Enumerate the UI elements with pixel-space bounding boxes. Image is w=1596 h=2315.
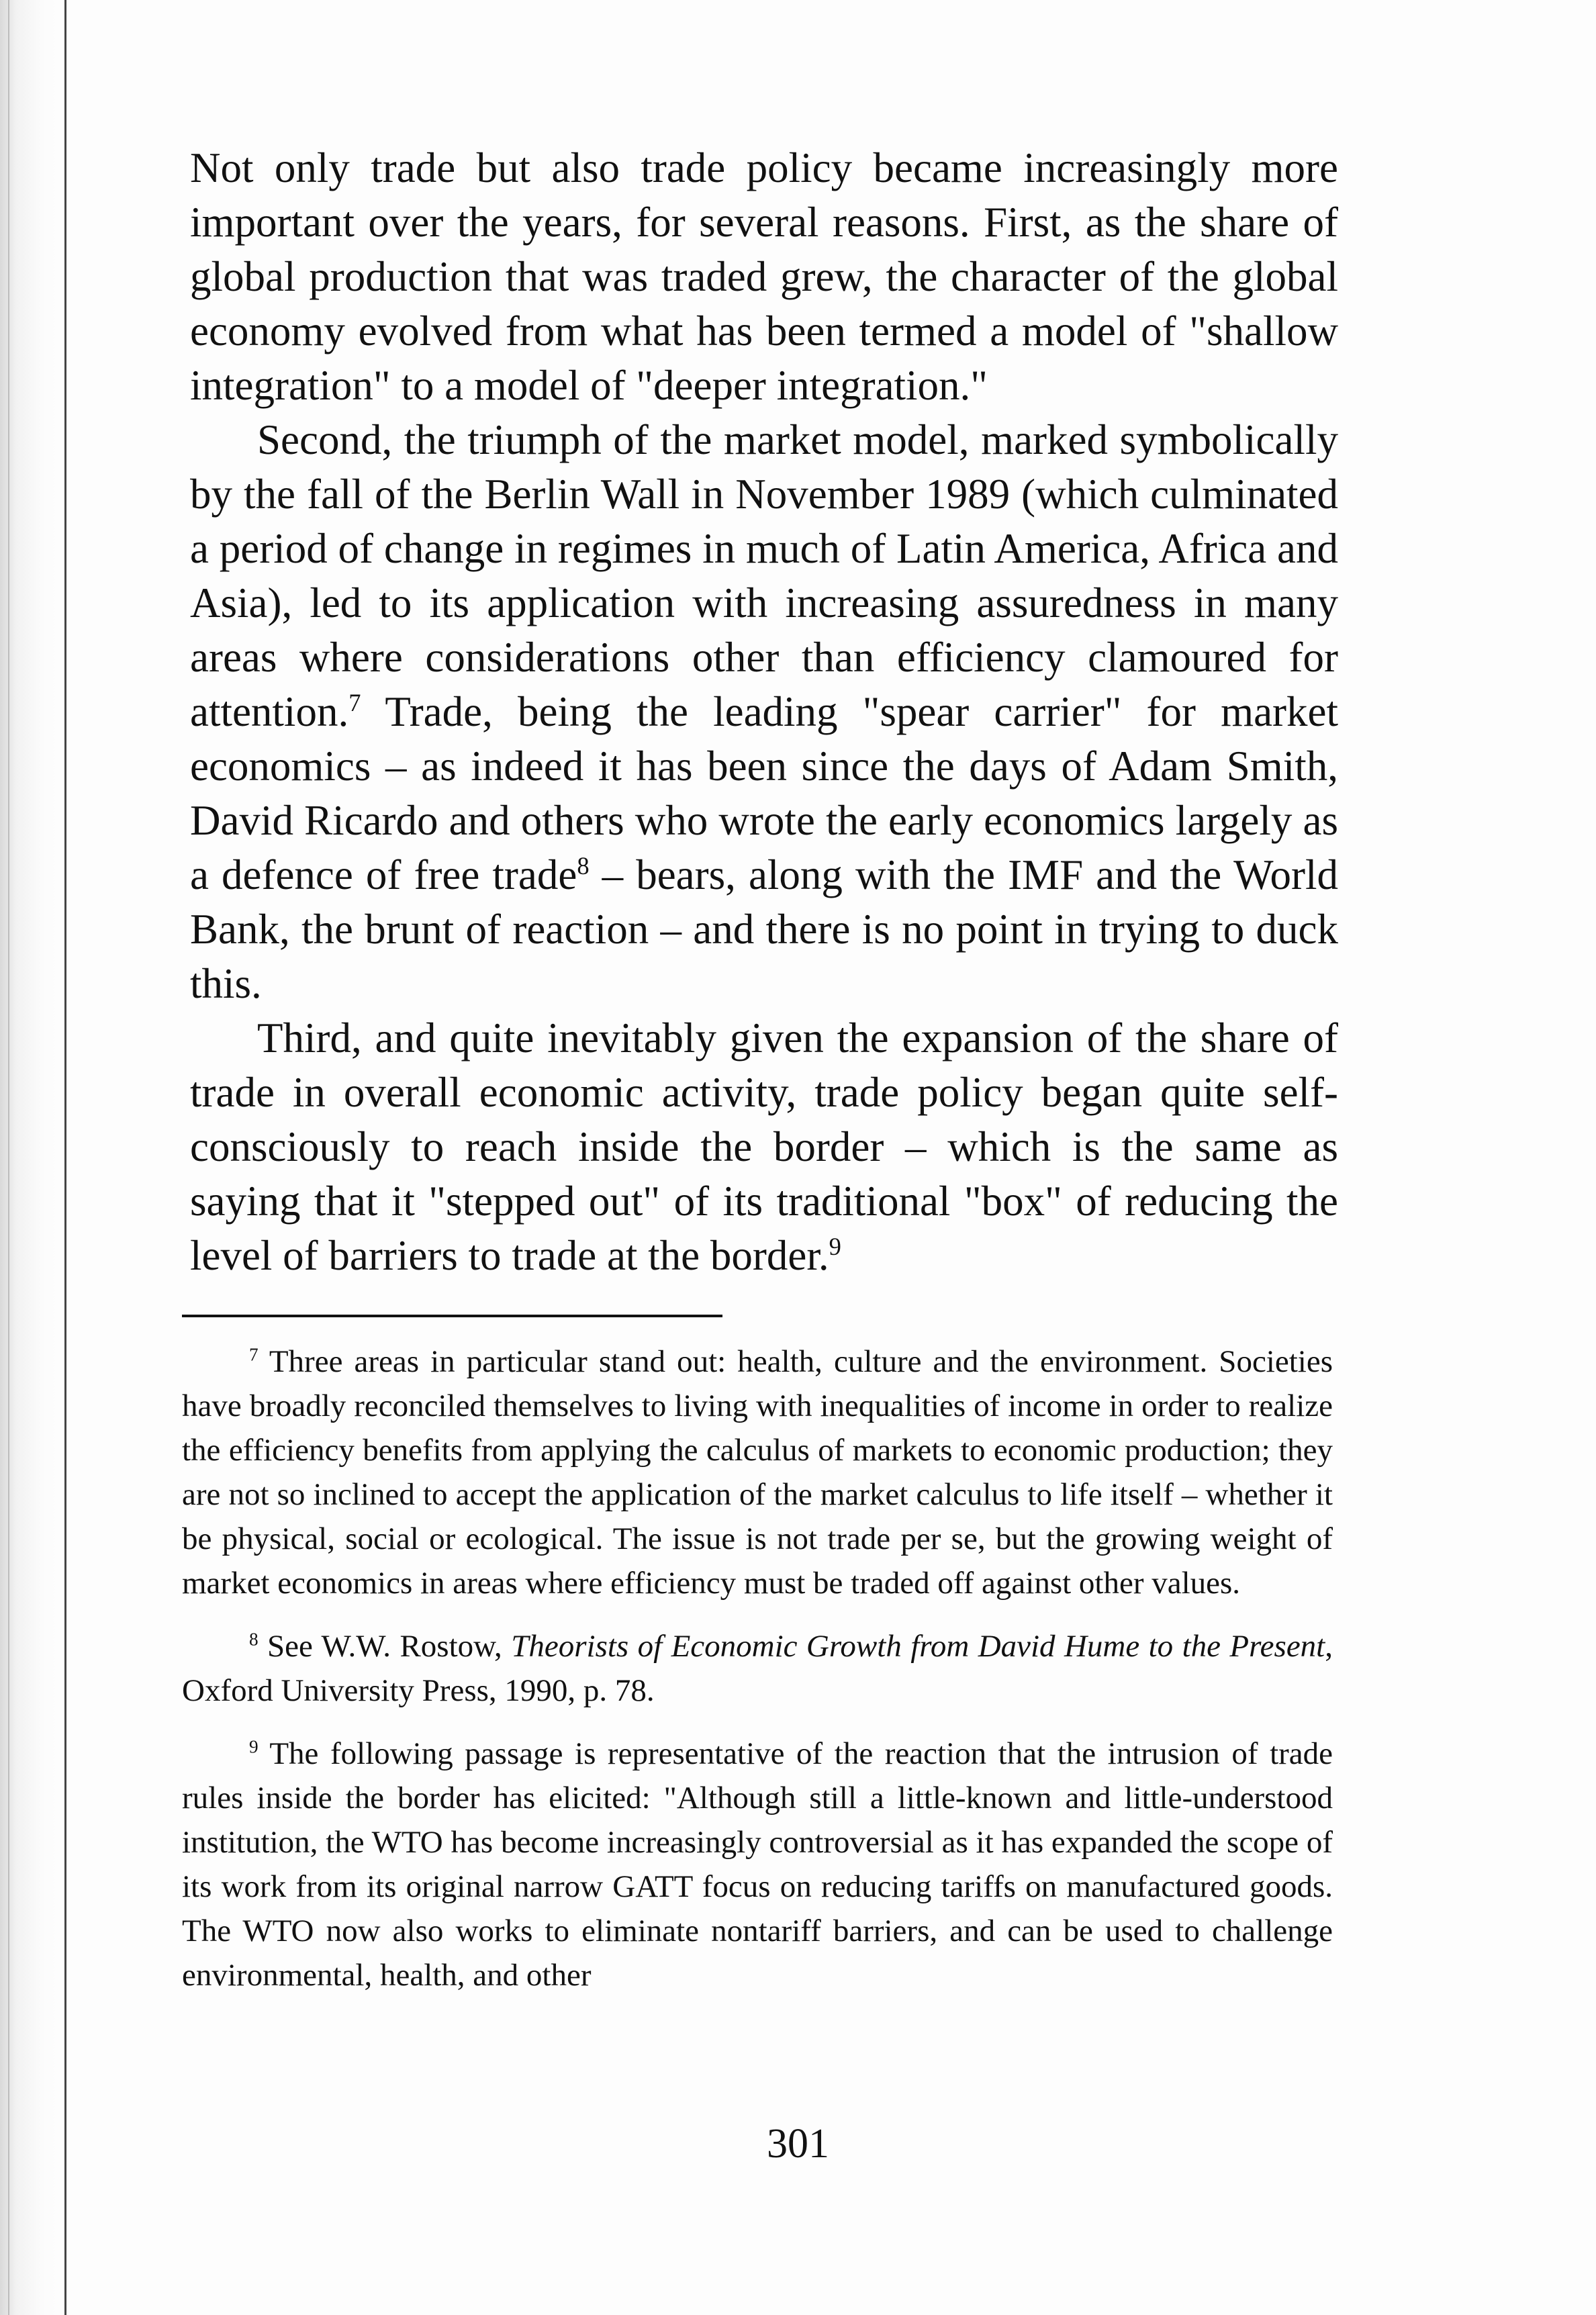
footnote-8 [182, 1624, 1333, 1713]
paragraph-2-text-c: – bears, along with the IMF and the World Bank, the brunt of reaction – and there is no point in trying to duck this. [190, 851, 1338, 1007]
footnote-7-mark: 7 [249, 1344, 259, 1365]
footnote-ref-8: 8 [577, 852, 590, 880]
body-text [190, 141, 1338, 1283]
page-edge-line [8, 0, 9, 2315]
footnote-7-text: Three areas in particular stand out: health, culture and the environment. Societies have broadly reconciled themselves to living with inequalities of income in order to realize the efficiency benefits from applying the calculus of markets to economic production; they are not so inclined to accept the application of the market calculus to life itself – whether it be physical, social or ecological. The issue is not trade per se, but the growing weight of market economics in areas where efficiency must be traded off against other values. [182, 1344, 1333, 1601]
footnote-9 [182, 1732, 1333, 1997]
binding-line [64, 0, 66, 2315]
paragraph-1-text: Not only trade but also trade policy became increasingly more important over the years, for several reasons. First, as the share of global production that was traded grew, the character of the global economy evolved from what has been termed a model of "shallow integration" to a model of "deeper integration." [190, 144, 1338, 409]
paragraph-3 [190, 1011, 1338, 1283]
footnotes [182, 1339, 1333, 2016]
paragraph-2 [190, 413, 1338, 1011]
footnote-8-mark: 8 [249, 1629, 259, 1650]
footnote-8-pre: See W.W. Rostow, [258, 1629, 512, 1664]
footnote-ref-9: 9 [829, 1233, 841, 1260]
paragraph-2-text-b: Trade, being the leading "spear carrier" for market economics – as indeed it has been since the days of Adam Smith, David Ricardo and others who wrote the early economics largely as a defence of free trade [190, 688, 1338, 898]
page-number: 301 [767, 2121, 829, 2167]
paragraph-3-text: Third, and quite inevitably given the expansion of the share of trade in overall economic activity, trade policy began quite self-consciously to reach inside the border – which is the same as saying that it "stepped out" of its traditional "box" of reducing the level of barriers to trade at the border. [190, 1014, 1338, 1279]
footnote-9-mark: 9 [249, 1736, 259, 1757]
footnote-separator [182, 1315, 722, 1317]
footnote-8-post: , Oxford University Press, 1990, p. 78. [182, 1629, 1333, 1708]
paragraph-2-text-a: Second, the triumph of the market model, marked symbolically by the fall of the Berlin Wall in November 1989 (which culminated a period of change in regimes in much of Latin America, Africa and Asia), led to its application with increasing assuredness in many areas where considerations other than efficiency clamoured for attention. [190, 416, 1338, 735]
footnote-9-text: The following passage is representative of the reaction that the intrusion of trade rules inside the border has elicited: "Although still a little-known and little-understood institution, the WTO has become increasingly controversial as it has expanded the scope of its work from its original narrow GATT focus on reducing tariffs on manufactured goods. The WTO now also works to eliminate nontariff barriers, and can be used to challenge environmental, health, and other [182, 1736, 1333, 1993]
paragraph-1 [190, 141, 1338, 413]
footnote-8-book-title: Theorists of Economic Growth from David Hume to the Present [511, 1629, 1325, 1664]
footnote-ref-7: 7 [348, 689, 361, 716]
footnote-7 [182, 1339, 1333, 1605]
